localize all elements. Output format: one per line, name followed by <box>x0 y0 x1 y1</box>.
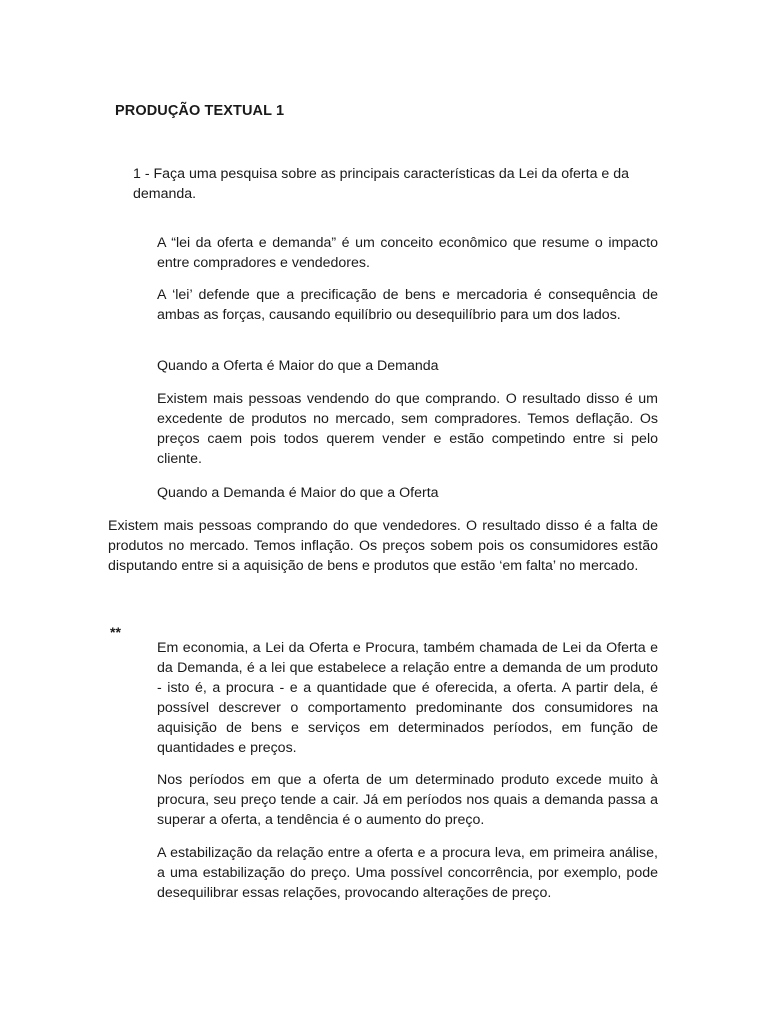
paragraph-supply-greater: Existem mais pessoas vendendo do que comprando. O resultado disso é um excedente de produtos no mercado, sem compradores. Temos deflação. Os preços caem pois todos querem vender e estão competindo entre si pelo cliente. <box>157 391 658 467</box>
separator-marker: ** <box>110 624 121 640</box>
question-text: 1 - Faça uma pesquisa sobre as principais características da Lei da oferta e da demanda. <box>133 166 630 202</box>
heading-demand-greater: Quando a Demanda é Maior do que a Oferta <box>157 485 439 501</box>
heading-supply-greater: Quando a Oferta é Maior do que a Demanda <box>157 358 439 374</box>
paragraph-law-definition: A “lei da oferta e demanda” é um conceito econômico que resume o impacto entre compradores e vendedores. <box>157 235 658 271</box>
paragraph-price-periods: Nos períodos em que a oferta de um determinado produto excede muito à procura, seu preço tende a cair. Já em períodos nos quais a demanda passa a superar a oferta, a tendência é o aumento do preço. <box>157 772 658 828</box>
paragraph-law-of-supply-demand: Em economia, a Lei da Oferta e Procura, também chamada de Lei da Oferta e da Demanda, é a lei que estabelece a relação entre a demanda de um produto - isto é, a procura - e a quantidade que é oferecida, a oferta. A partir dela, é possível descrever o comportamento predominante dos consumidores na aquisição de bens e serviços em determinados períodos, em função de quantidades e preços. <box>157 640 658 756</box>
paragraph-pricing: A ‘lei’ defende que a precificação de bens e mercadoria é consequência de ambas as forças, causando equilíbrio ou desequilíbrio para um dos lados. <box>157 287 658 323</box>
document-title: PRODUÇÃO TEXTUAL 1 <box>115 103 285 119</box>
paragraph-demand-greater: Existem mais pessoas comprando do que vendedores. O resultado disso é a falta de produtos no mercado. Temos inflação. Os preços sobem pois os consumidores estão disputando entre si a aquisição de bens e produtos que estão ‘em falta’ no mercado. <box>108 518 658 574</box>
paragraph-price-stabilization: A estabilização da relação entre a oferta e a procura leva, em primeira análise, a uma estabilização do preço. Uma possível concorrência, por exemplo, pode desequilibrar essas relações, provocando alterações de preço. <box>157 845 658 901</box>
